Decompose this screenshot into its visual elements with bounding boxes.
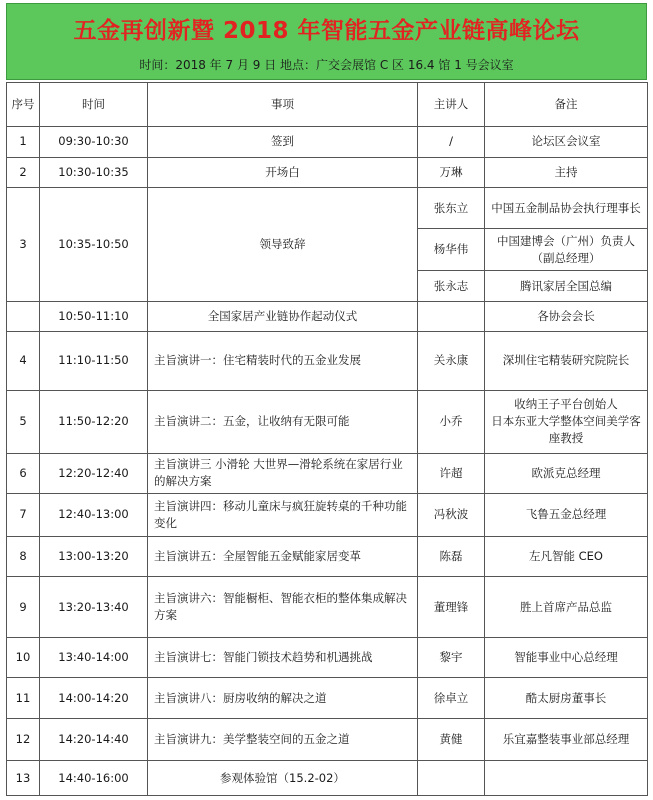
row-item: 签到 [148, 126, 418, 157]
row-note: 左凡智能 CEO [485, 536, 648, 577]
column-header-speaker: 主讲人 [418, 83, 485, 127]
row-item: 主旨演讲二：五金，让收纳有无限可能 [148, 390, 418, 453]
row-note: 各协会会长 [485, 301, 648, 331]
row-number: 10 [7, 637, 40, 678]
table-row [7, 188, 648, 229]
row-speaker: 杨华伟 [418, 228, 485, 271]
table-row [7, 718, 648, 761]
row-number: 12 [7, 718, 40, 761]
header-banner [6, 3, 647, 80]
table-row [7, 761, 648, 796]
page-title: 五金再创新暨 2018 年智能五金产业链高峰论坛 [73, 18, 580, 44]
row-number: 8 [7, 536, 40, 577]
row-speaker: 陈磊 [418, 536, 485, 577]
row-item: 主旨演讲一：住宅精装时代的五金业发展 [148, 332, 418, 391]
table-row [7, 494, 648, 537]
row-item: 主旨演讲九：美学整装空间的五金之道 [148, 718, 418, 761]
row-speaker: 黄健 [418, 718, 485, 761]
row-item: 主旨演讲四：移动儿童床与疯狂旋转桌的千种功能变化 [148, 494, 418, 537]
table-row [7, 453, 648, 494]
row-item: 主旨演讲七：智能门锁技术趋势和机遇挑战 [148, 637, 418, 678]
table-row [7, 157, 648, 187]
row-speaker: 关永康 [418, 332, 485, 391]
row-time: 14:40-16:00 [40, 761, 148, 796]
table-row [7, 332, 648, 391]
row-time: 11:10-11:50 [40, 332, 148, 391]
row-time: 09:30-10:30 [40, 126, 148, 157]
row-speaker: 冯秋波 [418, 494, 485, 537]
row-speaker: 许超 [418, 453, 485, 494]
column-header-note: 备注 [485, 83, 648, 127]
row-note: 欧派克总经理 [485, 453, 648, 494]
row-item: 开场白 [148, 157, 418, 187]
row-number: 1 [7, 126, 40, 157]
table-row [7, 637, 648, 678]
row-note: 论坛区会议室 [485, 126, 648, 157]
note-line: 收纳王子平台创始人 [514, 397, 618, 412]
row-time: 12:40-13:00 [40, 494, 148, 537]
table-row [7, 301, 648, 331]
row-note [485, 390, 648, 453]
row-number: 7 [7, 494, 40, 537]
row-time: 11:50-12:20 [40, 390, 148, 453]
row-note: 乐宜嘉整装事业部总经理 [485, 718, 648, 761]
row-speaker: 小乔 [418, 390, 485, 453]
row-item: 参观体验馆（15.2-02） [148, 761, 418, 796]
row-note: 酷太厨房董事长 [485, 678, 648, 719]
table-row [7, 536, 648, 577]
row-time: 13:40-14:00 [40, 637, 148, 678]
row-time: 12:20-12:40 [40, 453, 148, 494]
row-note: 智能事业中心总经理 [485, 637, 648, 678]
row-number: 6 [7, 453, 40, 494]
row-item: 主旨演讲五：全屋智能五金赋能家居变革 [148, 536, 418, 577]
row-time: 10:35-10:50 [40, 188, 148, 301]
row-time: 10:50-11:10 [40, 301, 148, 331]
row-speaker: 万琳 [418, 157, 485, 187]
row-speaker: 黎宇 [418, 637, 485, 678]
row-speaker: / [418, 126, 485, 157]
row-note [485, 761, 648, 796]
column-header-item: 事项 [148, 83, 418, 127]
row-note: 飞鲁五金总经理 [485, 494, 648, 537]
row-number: 3 [7, 188, 40, 301]
row-item: 领导致辞 [148, 188, 418, 301]
row-item: 主旨演讲三 小滑轮 大世界—滑轮系统在家居行业的解决方案 [148, 453, 418, 494]
schedule-table [6, 82, 648, 796]
row-speaker: 徐卓立 [418, 678, 485, 719]
event-time-location: 时间：2018 年 7 月 9 日 地点：广交会展馆 C 区 16.4 馆 1 号会议室 [139, 58, 514, 72]
table-row [7, 678, 648, 719]
row-note: 腾讯家居全国总编 [485, 271, 648, 301]
row-item: 主旨演讲六：智能橱柜、智能衣柜的整体集成解决方案 [148, 577, 418, 638]
row-time: 13:20-13:40 [40, 577, 148, 638]
note-line: 日本东亚大学整体空间美学客座教授 [491, 414, 641, 446]
row-note: 中国五金制品协会执行理事长 [485, 188, 648, 229]
row-note: 胜上首席产品总监 [485, 577, 648, 638]
row-number [7, 301, 40, 331]
row-time: 14:20-14:40 [40, 718, 148, 761]
row-speaker [418, 301, 485, 331]
column-header-time: 时间 [40, 83, 148, 127]
table-header-row [7, 83, 648, 127]
row-note: 主持 [485, 157, 648, 187]
row-number: 9 [7, 577, 40, 638]
column-header-no: 序号 [7, 83, 40, 127]
row-note: 深圳住宅精装研究院院长 [485, 332, 648, 391]
row-time: 13:00-13:20 [40, 536, 148, 577]
row-time: 14:00-14:20 [40, 678, 148, 719]
row-item: 主旨演讲八：厨房收纳的解决之道 [148, 678, 418, 719]
table-row [7, 390, 648, 453]
table-row [7, 577, 648, 638]
row-number: 5 [7, 390, 40, 453]
row-number: 11 [7, 678, 40, 719]
row-item: 全国家居产业链协作起动仪式 [148, 301, 418, 331]
table-row [7, 126, 648, 157]
row-time: 10:30-10:35 [40, 157, 148, 187]
row-number: 2 [7, 157, 40, 187]
row-speaker: 张东立 [418, 188, 485, 229]
row-number: 4 [7, 332, 40, 391]
row-number: 13 [7, 761, 40, 796]
row-speaker: 董理锋 [418, 577, 485, 638]
row-speaker: 张永志 [418, 271, 485, 301]
row-speaker [418, 761, 485, 796]
row-note: 中国建博会（广州）负责人（副总经理） [485, 228, 648, 271]
